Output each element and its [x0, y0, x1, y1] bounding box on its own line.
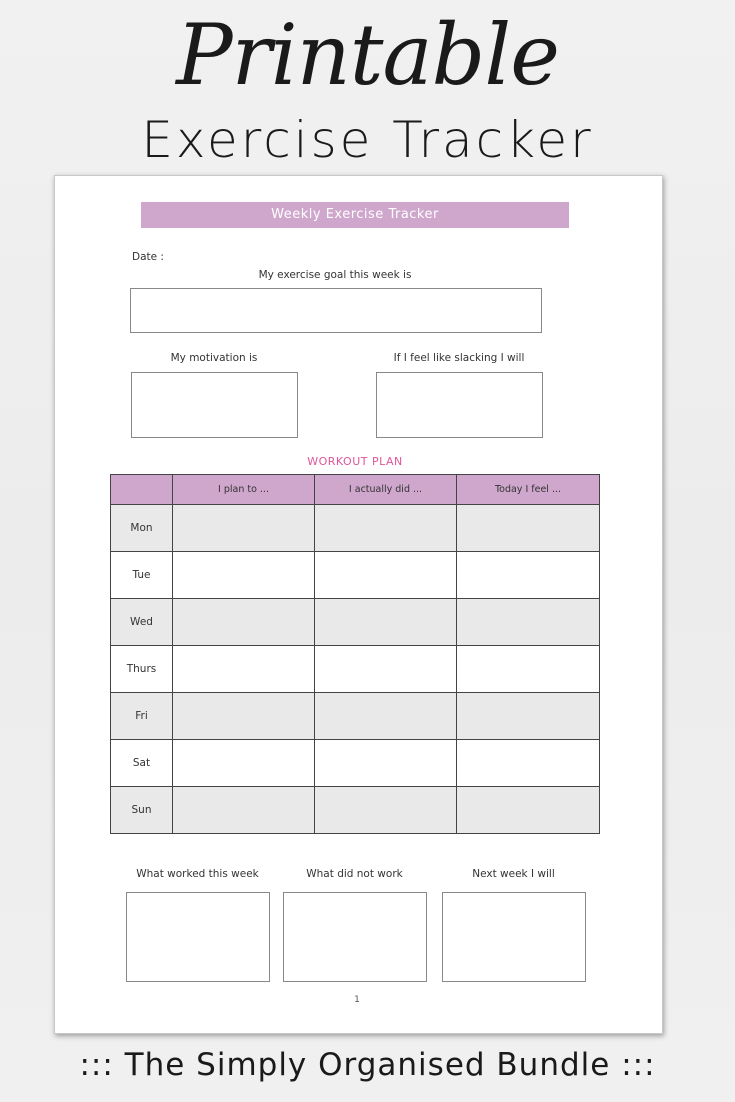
column-header-feel: Today I feel ...	[457, 475, 600, 505]
feel-cell[interactable]	[457, 552, 600, 599]
goal-label: My exercise goal this week is	[258, 269, 412, 281]
plan-cell[interactable]	[173, 787, 315, 834]
feel-cell[interactable]	[457, 787, 600, 834]
plan-cell[interactable]	[173, 552, 315, 599]
slacking-label: If I feel like slacking I will	[393, 352, 525, 364]
goal-box[interactable]	[130, 288, 542, 333]
actual-cell[interactable]	[315, 740, 457, 787]
worked-label: What worked this week	[136, 868, 259, 880]
day-cell: Wed	[111, 599, 173, 646]
day-cell: Sun	[111, 787, 173, 834]
feel-cell[interactable]	[457, 740, 600, 787]
plan-cell[interactable]	[173, 646, 315, 693]
not-work-box[interactable]	[283, 892, 427, 982]
not-work-label: What did not work	[306, 868, 403, 880]
table-header-row	[111, 475, 600, 505]
day-cell: Tue	[111, 552, 173, 599]
page-number: 1	[354, 995, 360, 1005]
feel-cell[interactable]	[457, 646, 600, 693]
actual-cell[interactable]	[315, 646, 457, 693]
table-row	[111, 787, 600, 834]
plan-cell[interactable]	[173, 599, 315, 646]
table-row	[111, 505, 600, 552]
table-row	[111, 693, 600, 740]
motivation-label: My motivation is	[170, 352, 258, 364]
actual-cell[interactable]	[315, 693, 457, 740]
actual-cell[interactable]	[315, 599, 457, 646]
feel-cell[interactable]	[457, 505, 600, 552]
day-cell: Sat	[111, 740, 173, 787]
tracker-banner: Weekly Exercise Tracker	[141, 202, 569, 228]
plan-cell[interactable]	[173, 693, 315, 740]
actual-cell[interactable]	[315, 505, 457, 552]
next-week-label: Next week I will	[472, 868, 555, 880]
table-row	[111, 646, 600, 693]
plan-cell[interactable]	[173, 505, 315, 552]
day-cell: Mon	[111, 505, 173, 552]
page-subtitle: Exercise Tracker	[141, 111, 594, 169]
table-row	[111, 740, 600, 787]
slacking-box[interactable]	[376, 372, 543, 438]
feel-cell[interactable]	[457, 599, 600, 646]
column-header-day	[111, 475, 173, 505]
next-week-box[interactable]	[442, 892, 586, 982]
table-row	[111, 552, 600, 599]
worked-box[interactable]	[126, 892, 270, 982]
bundle-footer: ::: The Simply Organised Bundle :::	[79, 1047, 656, 1083]
workout-plan-table	[110, 474, 600, 834]
day-cell: Thurs	[111, 646, 173, 693]
column-header-actual: I actually did ...	[315, 475, 457, 505]
motivation-box[interactable]	[131, 372, 298, 438]
actual-cell[interactable]	[315, 552, 457, 599]
column-header-plan: I plan to ...	[173, 475, 315, 505]
tracker-sheet	[54, 175, 663, 1034]
workout-plan-title: WORKOUT PLAN	[307, 455, 403, 468]
plan-cell[interactable]	[173, 740, 315, 787]
script-title: Printable	[176, 6, 559, 104]
day-cell: Fri	[111, 693, 173, 740]
date-label: Date :	[132, 251, 164, 263]
feel-cell[interactable]	[457, 693, 600, 740]
actual-cell[interactable]	[315, 787, 457, 834]
table-row	[111, 599, 600, 646]
